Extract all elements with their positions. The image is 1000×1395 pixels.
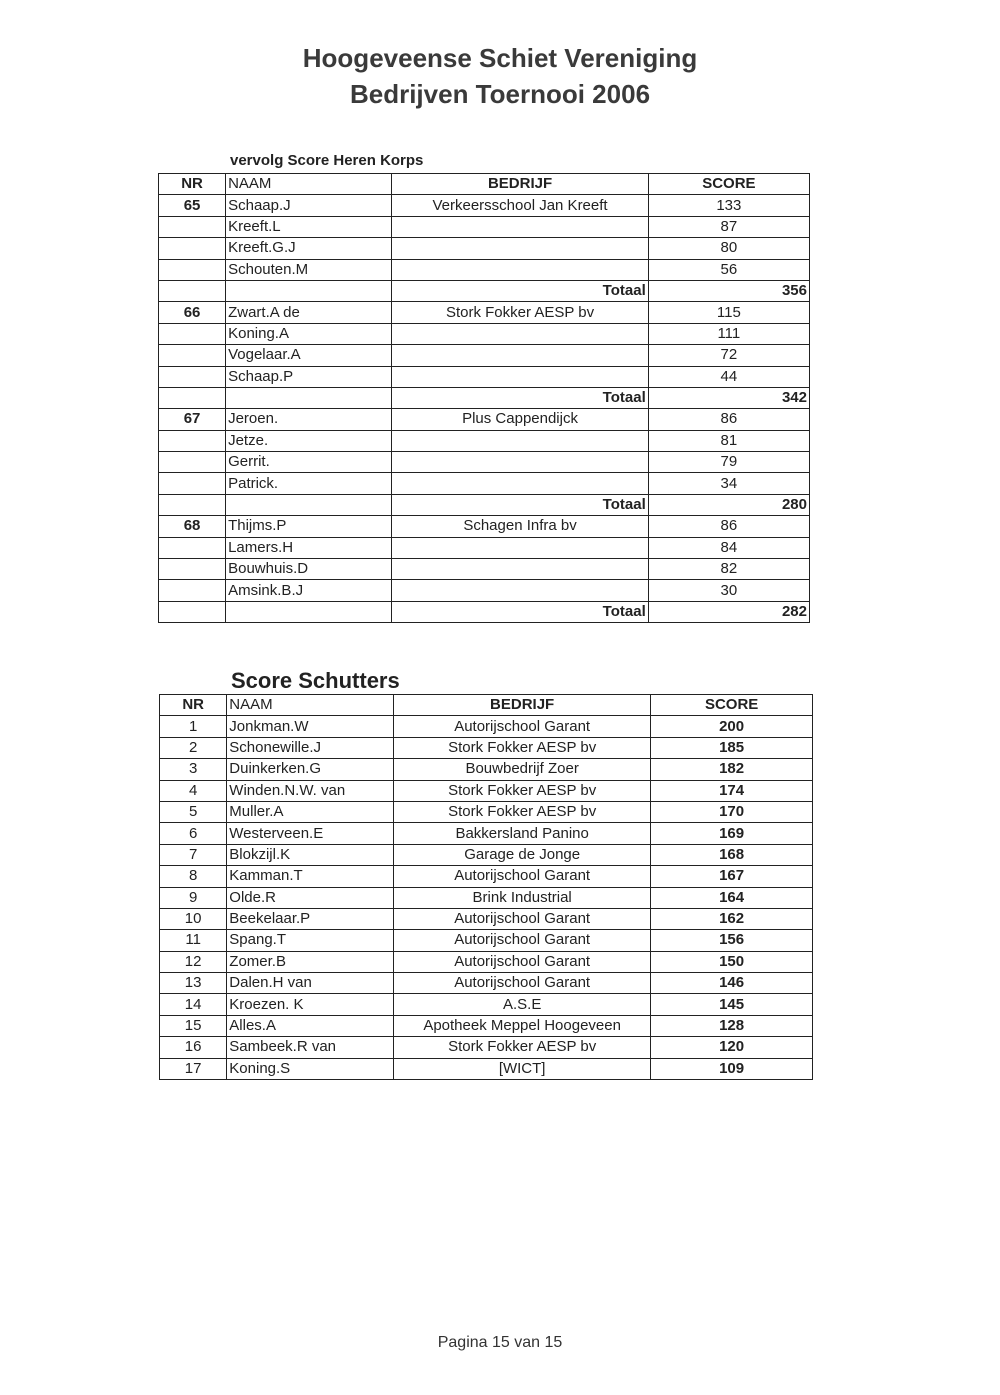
table-row xyxy=(159,559,810,580)
naam-cell: Alles.A xyxy=(227,1015,394,1036)
naam-cell xyxy=(226,601,392,622)
score-cell: 162 xyxy=(651,908,813,929)
totaal-label: Totaal xyxy=(392,494,648,515)
totaal-label: Totaal xyxy=(392,387,648,408)
table-row xyxy=(160,887,813,908)
naam-cell xyxy=(226,387,392,408)
score-cell: 170 xyxy=(651,801,813,822)
table-row xyxy=(160,1037,813,1058)
bedrijf-cell: Garage de Jonge xyxy=(394,844,651,865)
naam-cell: Kamman.T xyxy=(227,866,394,887)
rank-cell: 1 xyxy=(160,716,227,737)
naam-cell: Schonewille.J xyxy=(227,737,394,758)
team-nr-cell xyxy=(159,238,226,259)
naam-cell: Muller.A xyxy=(227,801,394,822)
naam-cell: Schaap.P xyxy=(226,366,392,387)
table-row xyxy=(160,973,813,994)
naam-cell: Gerrit. xyxy=(226,452,392,473)
bedrijf-cell: Apotheek Meppel Hoogeveen xyxy=(394,1015,651,1036)
rank-cell: 12 xyxy=(160,951,227,972)
naam-cell: Kreeft.G.J xyxy=(226,238,392,259)
bedrijf-cell xyxy=(392,452,648,473)
score-cell: 72 xyxy=(648,345,809,366)
table-row xyxy=(159,238,810,259)
bedrijf-cell: Stork Fokker AESP bv xyxy=(394,780,651,801)
bedrijf-cell xyxy=(392,580,648,601)
column-header-bedrijf: BEDRIJF xyxy=(394,695,651,716)
team-nr-cell xyxy=(159,537,226,558)
column-header-naam: NAAM xyxy=(227,695,394,716)
table-row xyxy=(160,1058,813,1079)
document-subtitle: Bedrijven Toernooi 2006 xyxy=(349,79,651,109)
bedrijf-cell xyxy=(392,473,648,494)
totaal-row xyxy=(159,601,810,622)
team-nr-cell: 66 xyxy=(159,302,226,323)
table-row xyxy=(159,345,810,366)
column-header-score: SCORE xyxy=(651,695,813,716)
bedrijf-cell: Autorijschool Garant xyxy=(394,866,651,887)
naam-cell: Lamers.H xyxy=(226,537,392,558)
table-row xyxy=(159,537,810,558)
rank-cell: 15 xyxy=(160,1015,227,1036)
naam-cell: Spang.T xyxy=(227,930,394,951)
team-nr-cell xyxy=(159,387,226,408)
team-nr-cell xyxy=(159,452,226,473)
table-row xyxy=(160,737,813,758)
column-header-naam: NAAM xyxy=(226,174,392,195)
bedrijf-cell: Autorijschool Garant xyxy=(394,951,651,972)
naam-cell: Zomer.B xyxy=(227,951,394,972)
bedrijf-cell: Autorijschool Garant xyxy=(394,908,651,929)
totaal-value: 342 xyxy=(648,387,809,408)
bedrijf-cell: Plus Cappendijck xyxy=(392,409,648,430)
bedrijf-cell: Brink Industrial xyxy=(394,887,651,908)
rank-cell: 11 xyxy=(160,930,227,951)
score-cell: 145 xyxy=(651,994,813,1015)
score-cell: 182 xyxy=(651,759,813,780)
rank-cell: 16 xyxy=(160,1037,227,1058)
table-row xyxy=(160,823,813,844)
rank-cell: 4 xyxy=(160,780,227,801)
rank-cell: 17 xyxy=(160,1058,227,1079)
score-cell: 44 xyxy=(648,366,809,387)
table-row xyxy=(160,716,813,737)
bedrijf-cell: [WICT] xyxy=(394,1058,651,1079)
table-row xyxy=(159,323,810,344)
rank-cell: 10 xyxy=(160,908,227,929)
score-cell: 146 xyxy=(651,973,813,994)
table-row xyxy=(159,216,810,237)
totaal-value: 280 xyxy=(648,494,809,515)
score-cell: 56 xyxy=(648,259,809,280)
bedrijf-cell: Stork Fokker AESP bv xyxy=(394,801,651,822)
score-cell: 34 xyxy=(648,473,809,494)
team-nr-cell xyxy=(159,366,226,387)
column-header-bedrijf: BEDRIJF xyxy=(392,174,648,195)
bedrijf-cell xyxy=(392,366,648,387)
score-cell: 169 xyxy=(651,823,813,844)
table-row xyxy=(160,908,813,929)
table-row xyxy=(159,430,810,451)
page-number: Pagina 15 van 15 xyxy=(437,1334,563,1351)
totaal-row xyxy=(159,494,810,515)
totaal-label: Totaal xyxy=(392,280,648,301)
score-cell: 174 xyxy=(651,780,813,801)
score-cell: 82 xyxy=(648,559,809,580)
team-nr-cell: 65 xyxy=(159,195,226,216)
bedrijf-cell xyxy=(392,345,648,366)
score-cell: 200 xyxy=(651,716,813,737)
naam-cell: Zwart.A de xyxy=(226,302,392,323)
table-row xyxy=(160,951,813,972)
column-header-score: SCORE xyxy=(648,174,809,195)
naam-cell: Sambeek.R van xyxy=(227,1037,394,1058)
table-row xyxy=(159,302,810,323)
rank-cell: 3 xyxy=(160,759,227,780)
bedrijf-cell: A.S.E xyxy=(394,994,651,1015)
table-row xyxy=(160,1015,813,1036)
table-row xyxy=(160,759,813,780)
naam-cell: Patrick. xyxy=(226,473,392,494)
naam-cell: Koning.A xyxy=(226,323,392,344)
naam-cell: Schaap.J xyxy=(226,195,392,216)
naam-cell: Winden.N.W. van xyxy=(227,780,394,801)
score-cell: 109 xyxy=(651,1058,813,1079)
team-nr-cell: 67 xyxy=(159,409,226,430)
score-cell: 81 xyxy=(648,430,809,451)
bedrijf-cell xyxy=(392,323,648,344)
table-row xyxy=(159,473,810,494)
team-nr-cell xyxy=(159,559,226,580)
bedrijf-cell: Verkeersschool Jan Kreeft xyxy=(392,195,648,216)
score-cell: 86 xyxy=(648,516,809,537)
table-row xyxy=(159,409,810,430)
bedrijf-cell: Autorijschool Garant xyxy=(394,716,651,737)
table-row xyxy=(159,259,810,280)
naam-cell: Vogelaar.A xyxy=(226,345,392,366)
team-nr-cell: 68 xyxy=(159,516,226,537)
naam-cell: Beekelaar.P xyxy=(227,908,394,929)
bedrijf-cell xyxy=(392,259,648,280)
table-header-row xyxy=(159,174,810,195)
table-row xyxy=(160,866,813,887)
rank-cell: 14 xyxy=(160,994,227,1015)
naam-cell: Amsink.B.J xyxy=(226,580,392,601)
naam-cell: Bouwhuis.D xyxy=(226,559,392,580)
score-cell: 80 xyxy=(648,238,809,259)
table-row xyxy=(159,580,810,601)
naam-cell: Westerveen.E xyxy=(227,823,394,844)
naam-cell: Duinkerken.G xyxy=(227,759,394,780)
team-nr-cell xyxy=(159,580,226,601)
heren-korps-table xyxy=(158,173,810,623)
table-row xyxy=(160,844,813,865)
table-row xyxy=(160,801,813,822)
team-nr-cell xyxy=(159,259,226,280)
table-row xyxy=(160,994,813,1015)
naam-cell: Olde.R xyxy=(227,887,394,908)
score-cell: 128 xyxy=(651,1015,813,1036)
score-schutters-table xyxy=(159,694,813,1080)
naam-cell: Jetze. xyxy=(226,430,392,451)
naam-cell: Kreeft.L xyxy=(226,216,392,237)
score-cell: 168 xyxy=(651,844,813,865)
naam-cell: Dalen.H van xyxy=(227,973,394,994)
score-cell: 120 xyxy=(651,1037,813,1058)
document-title: Hoogeveense Schiet Vereniging xyxy=(302,43,698,73)
schutters-heading: Score Schutters xyxy=(231,668,400,693)
naam-cell xyxy=(226,494,392,515)
team-nr-cell xyxy=(159,430,226,451)
bedrijf-cell: Bouwbedrijf Zoer xyxy=(394,759,651,780)
team-nr-cell xyxy=(159,280,226,301)
naam-cell: Thijms.P xyxy=(226,516,392,537)
naam-cell: Koning.S xyxy=(227,1058,394,1079)
team-nr-cell xyxy=(159,216,226,237)
table-row xyxy=(159,366,810,387)
bedrijf-cell: Schagen Infra bv xyxy=(392,516,648,537)
totaal-value: 282 xyxy=(648,601,809,622)
bedrijf-cell xyxy=(392,216,648,237)
score-cell: 164 xyxy=(651,887,813,908)
score-cell: 87 xyxy=(648,216,809,237)
bedrijf-cell: Stork Fokker AESP bv xyxy=(392,302,648,323)
score-cell: 150 xyxy=(651,951,813,972)
score-cell: 79 xyxy=(648,452,809,473)
naam-cell xyxy=(226,280,392,301)
table-row xyxy=(160,780,813,801)
bedrijf-cell: Bakkersland Panino xyxy=(394,823,651,844)
totaal-value: 356 xyxy=(648,280,809,301)
rank-cell: 9 xyxy=(160,887,227,908)
bedrijf-cell: Stork Fokker AESP bv xyxy=(394,1037,651,1058)
rank-cell: 7 xyxy=(160,844,227,865)
totaal-row xyxy=(159,280,810,301)
totaal-label: Totaal xyxy=(392,601,648,622)
column-header-nr: NR xyxy=(160,695,227,716)
table-header-row xyxy=(160,695,813,716)
bedrijf-cell xyxy=(392,238,648,259)
naam-cell: Kroezen. K xyxy=(227,994,394,1015)
korps-heading: vervolg Score Heren Korps xyxy=(230,152,424,169)
naam-cell: Schouten.M xyxy=(226,259,392,280)
bedrijf-cell: Stork Fokker AESP bv xyxy=(394,737,651,758)
naam-cell: Jeroen. xyxy=(226,409,392,430)
score-cell: 115 xyxy=(648,302,809,323)
score-cell: 111 xyxy=(648,323,809,344)
rank-cell: 5 xyxy=(160,801,227,822)
score-cell: 133 xyxy=(648,195,809,216)
team-nr-cell xyxy=(159,494,226,515)
column-header-nr: NR xyxy=(159,174,226,195)
rank-cell: 8 xyxy=(160,866,227,887)
score-cell: 167 xyxy=(651,866,813,887)
rank-cell: 2 xyxy=(160,737,227,758)
table-row xyxy=(160,930,813,951)
bedrijf-cell xyxy=(392,537,648,558)
team-nr-cell xyxy=(159,601,226,622)
team-nr-cell xyxy=(159,323,226,344)
score-cell: 185 xyxy=(651,737,813,758)
table-row xyxy=(159,516,810,537)
bedrijf-cell xyxy=(392,559,648,580)
rank-cell: 13 xyxy=(160,973,227,994)
naam-cell: Jonkman.W xyxy=(227,716,394,737)
table-row xyxy=(159,195,810,216)
bedrijf-cell: Autorijschool Garant xyxy=(394,930,651,951)
bedrijf-cell xyxy=(392,430,648,451)
rank-cell: 6 xyxy=(160,823,227,844)
team-nr-cell xyxy=(159,473,226,494)
score-cell: 86 xyxy=(648,409,809,430)
totaal-row xyxy=(159,387,810,408)
naam-cell: Blokzijl.K xyxy=(227,844,394,865)
score-cell: 84 xyxy=(648,537,809,558)
score-cell: 156 xyxy=(651,930,813,951)
bedrijf-cell: Autorijschool Garant xyxy=(394,973,651,994)
team-nr-cell xyxy=(159,345,226,366)
table-row xyxy=(159,452,810,473)
score-cell: 30 xyxy=(648,580,809,601)
